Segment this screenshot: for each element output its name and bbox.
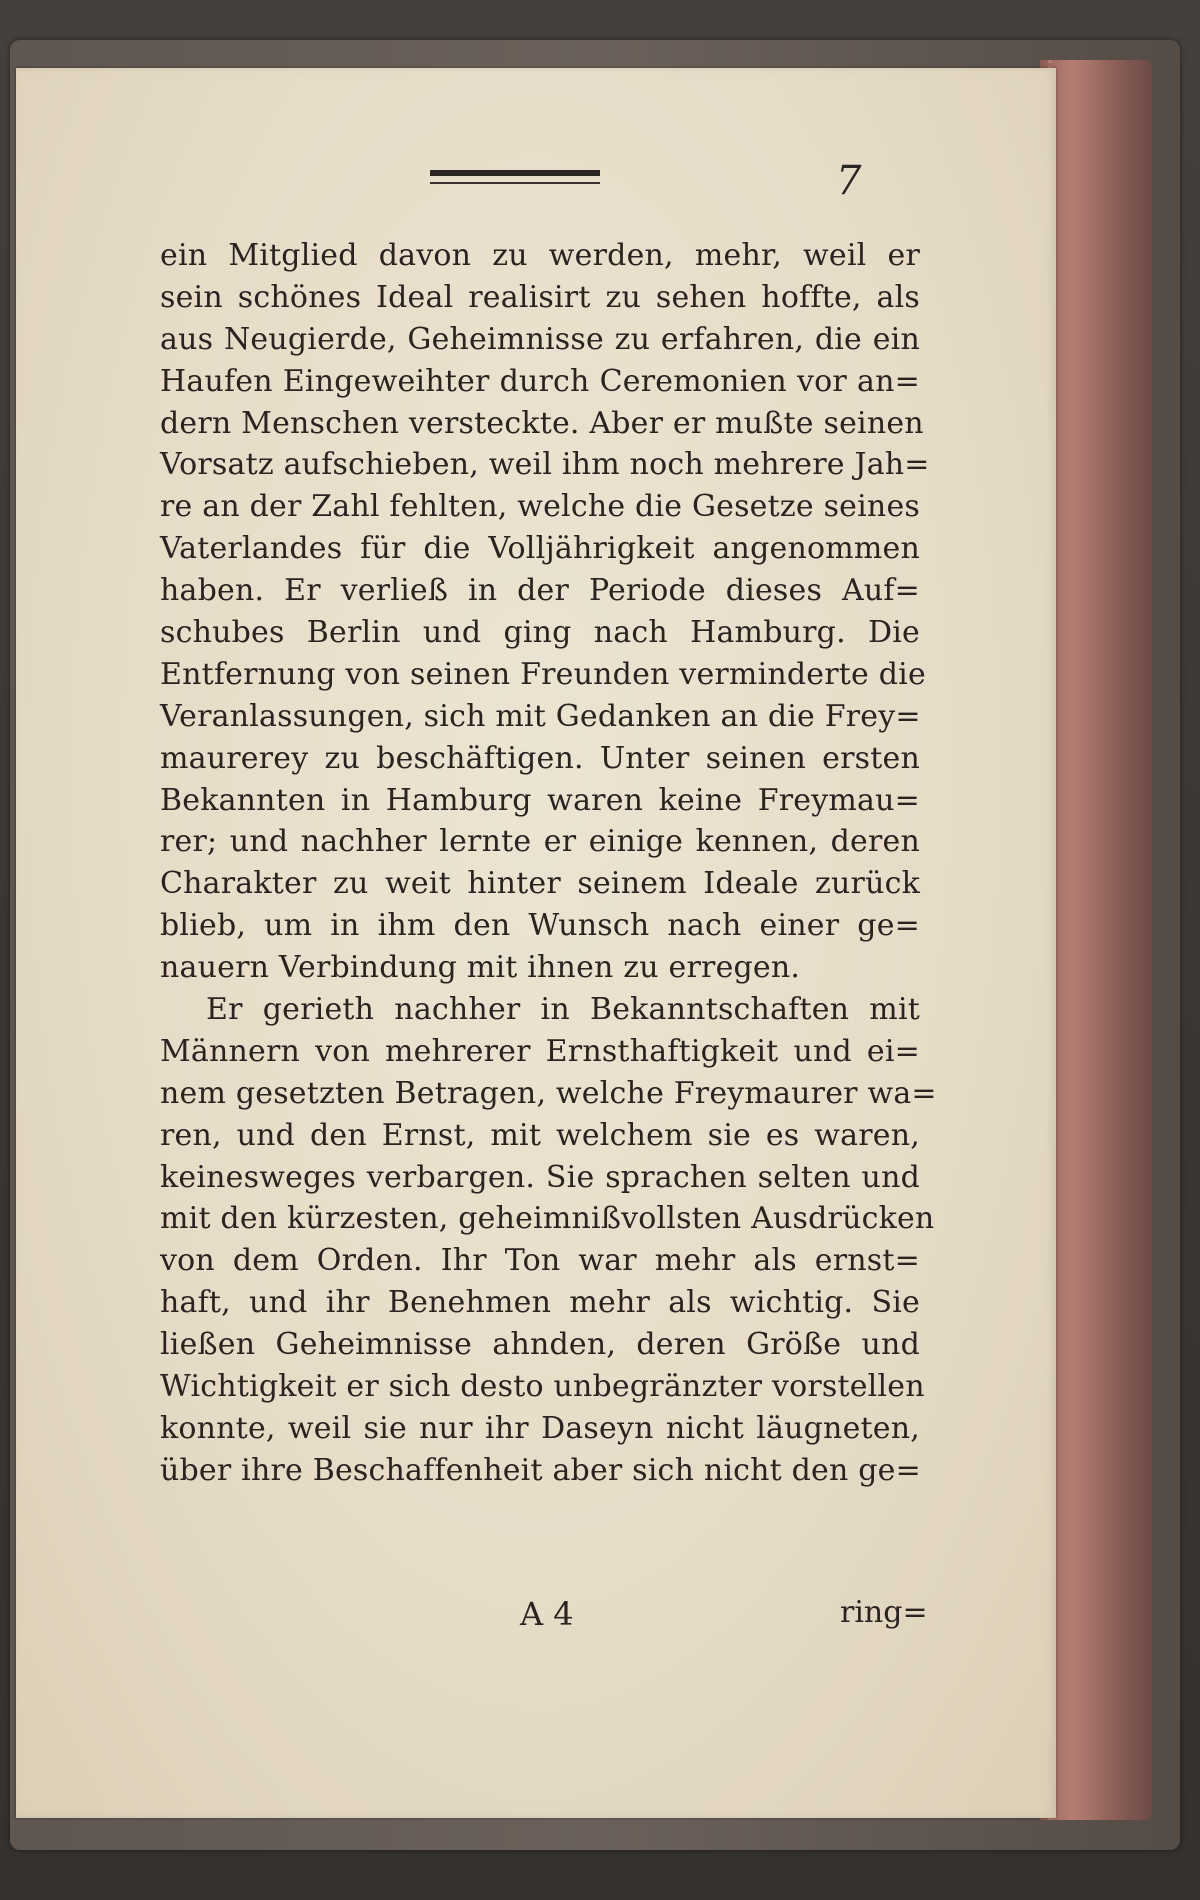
text-line: ließen Geheimnisse ahnden, deren Größe und	[160, 1327, 920, 1363]
text-line: Bekannten in Hamburg waren keine Freymau=	[160, 782, 920, 818]
body-text	[160, 235, 937, 1492]
text-line: Wichtigkeit er sich desto unbegränzter vorstellen	[160, 1369, 925, 1405]
text-line: keinesweges verbargen. Sie sprachen selten und	[160, 1159, 920, 1195]
text-line: ren, und den Ernst, mit welchem sie es waren,	[160, 1117, 920, 1153]
text-line: Vorsatz aufschieben, weil ihm noch mehrere Jah=	[160, 447, 930, 483]
text-line: Männern von mehrerer Ernsthaftigkeit und ei=	[160, 1033, 920, 1069]
text-line: Er gerieth nachher in Bekanntschaften mit	[206, 992, 920, 1028]
signature-mark: A 4	[520, 1595, 574, 1633]
text-line: Veranlassungen, sich mit Gedanken an die Frey=	[160, 698, 921, 734]
text-line: aus Neugierde, Geheimnisse zu erfahren, die ein	[160, 321, 920, 357]
text-line: konnte, weil sie nur ihr Daseyn nicht läugneten,	[160, 1410, 920, 1446]
text-line: maurerey zu beschäftigen. Unter seinen ersten	[160, 740, 920, 776]
text-line: dern Menschen versteckte. Aber er mußte seinen	[160, 405, 924, 441]
text-line: Vaterlandes für die Volljährigkeit angenommen	[160, 531, 920, 567]
text-line: mit den kürzesten, geheimnißvollsten Ausdrücken	[160, 1201, 935, 1237]
text-line: über ihre Beschaffenheit aber sich nicht den ge=	[160, 1452, 921, 1488]
page-number: 7	[836, 158, 862, 204]
header-rule-thin	[430, 182, 600, 184]
text-line: nauern Verbindung mit ihnen zu erregen.	[160, 950, 801, 986]
text-line: schubes Berlin und ging nach Hamburg. Die	[160, 615, 920, 651]
text-line: Entfernung von seinen Freunden verminderte die	[160, 656, 926, 692]
text-line: Haufen Eingeweihter durch Ceremonien vor an=	[160, 363, 920, 399]
page-edges	[1040, 60, 1152, 1820]
text-line: nem gesetzten Betragen, welche Freymaurer wa=	[160, 1075, 937, 1111]
text-line: haft, und ihr Benehmen mehr als wichtig. Sie	[160, 1285, 920, 1321]
catchword: ring=	[840, 1595, 928, 1630]
text-line: blieb, um in ihm den Wunsch nach einer ge=	[160, 908, 920, 944]
text-line: ein Mitglied davon zu werden, mehr, weil er	[160, 238, 920, 273]
text-line: Charakter zu weit hinter seinem Ideale zurück	[160, 866, 920, 902]
text-line: rer; und nachher lernte er einige kennen, deren	[160, 824, 920, 860]
text-line: von dem Orden. Ihr Ton war mehr als ernst=	[160, 1243, 920, 1279]
text-line: re an der Zahl fehlten, welche die Gesetze seines	[160, 489, 920, 525]
text-line: sein schönes Ideal realisirt zu sehen hoffte, als	[160, 279, 920, 315]
header-rule	[430, 170, 600, 176]
text-line: haben. Er verließ in der Periode dieses Auf=	[160, 573, 920, 609]
